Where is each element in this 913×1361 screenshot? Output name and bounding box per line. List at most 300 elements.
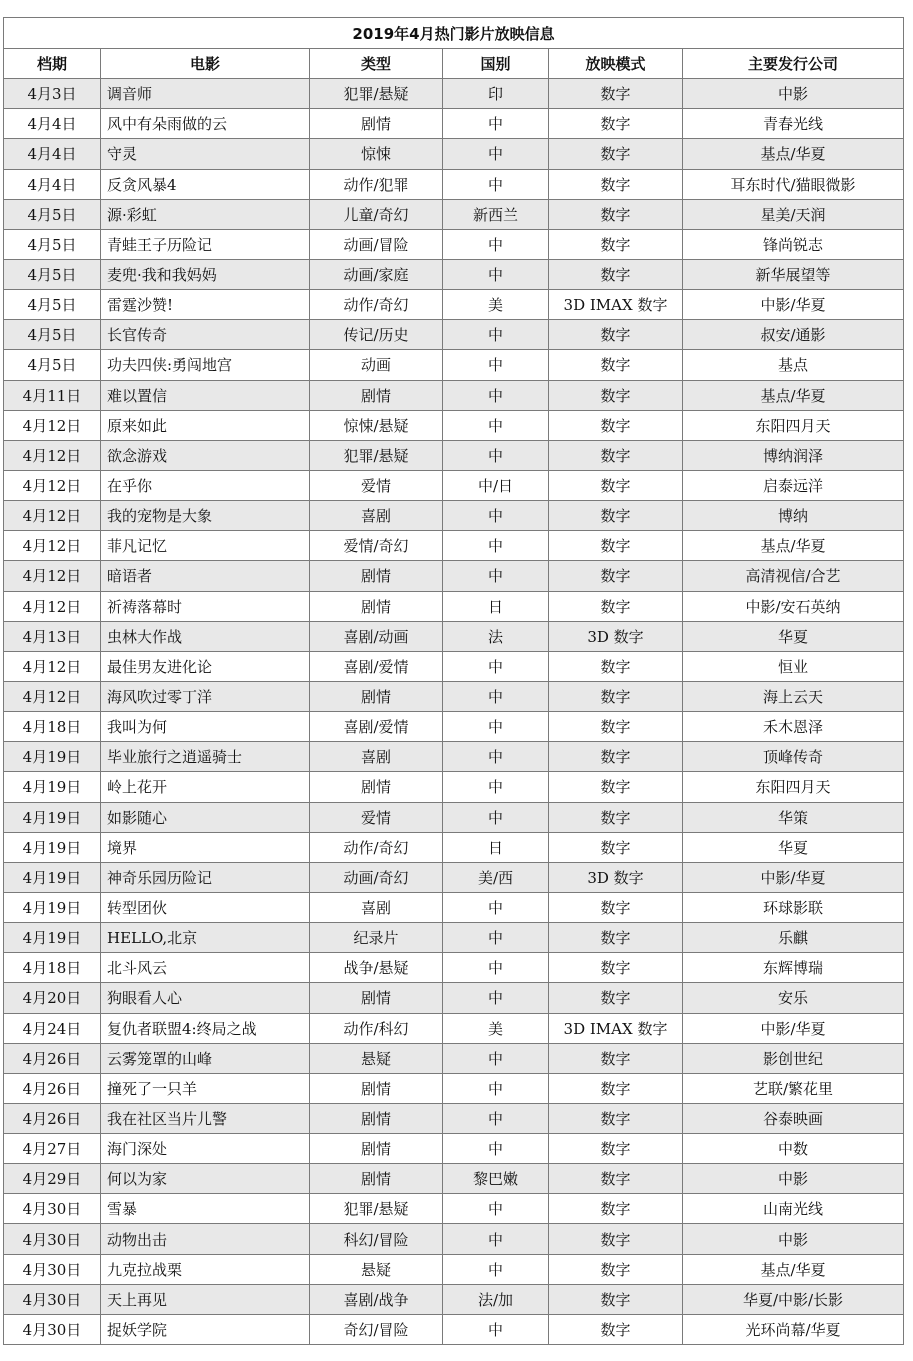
distributor-cell: 中影/华夏 <box>683 862 904 892</box>
genre-cell: 爱情/奇幻 <box>310 531 443 561</box>
genre-cell: 剧情 <box>310 1103 443 1133</box>
table-row <box>4 79 904 109</box>
distributor-cell: 青春光线 <box>683 109 904 139</box>
movie-cell: 菲凡记忆 <box>101 531 310 561</box>
movie-cell: 在乎你 <box>101 470 310 500</box>
distributor-cell: 光环尚幕/华夏 <box>683 1314 904 1344</box>
genre-cell: 喜剧/爱情 <box>310 712 443 742</box>
genre-cell: 剧情 <box>310 380 443 410</box>
movie-cell: 北斗风云 <box>101 953 310 983</box>
table-row <box>4 1224 904 1254</box>
country-cell: 日 <box>443 591 549 621</box>
country-cell: 中 <box>443 1103 549 1133</box>
table-body <box>4 79 904 1345</box>
movie-cell: 狗眼看人心 <box>101 983 310 1013</box>
movie-cell: 海风吹过零丁洋 <box>101 681 310 711</box>
format-cell: 数字 <box>549 1073 683 1103</box>
date-cell: 4月19日 <box>4 742 101 772</box>
date-cell: 4月29日 <box>4 1164 101 1194</box>
country-cell: 中 <box>443 410 549 440</box>
movie-cell: 风中有朵雨做的云 <box>101 109 310 139</box>
distributor-cell: 中影/华夏 <box>683 1013 904 1043</box>
distributor-cell: 东阳四月天 <box>683 410 904 440</box>
movie-cell: 撞死了一只羊 <box>101 1073 310 1103</box>
table-row <box>4 1134 904 1164</box>
country-cell: 中 <box>443 229 549 259</box>
genre-cell: 剧情 <box>310 1134 443 1164</box>
country-cell: 新西兰 <box>443 199 549 229</box>
movie-cell: 最佳男友进化论 <box>101 651 310 681</box>
movie-cell: HELLO,北京 <box>101 923 310 953</box>
country-cell: 中 <box>443 923 549 953</box>
screening-table <box>3 17 904 1345</box>
table-row <box>4 290 904 320</box>
column-header-movie: 电影 <box>101 49 310 79</box>
distributor-cell: 基点/华夏 <box>683 1254 904 1284</box>
movie-cell: 转型团伙 <box>101 892 310 922</box>
table-row <box>4 802 904 832</box>
genre-cell: 儿童/奇幻 <box>310 199 443 229</box>
table-row <box>4 109 904 139</box>
movie-cell: 反贪风暴4 <box>101 169 310 199</box>
movie-cell: 我在社区当片儿警 <box>101 1103 310 1133</box>
format-cell: 数字 <box>549 1194 683 1224</box>
distributor-cell: 中影/安石英纳 <box>683 591 904 621</box>
table-row <box>4 983 904 1013</box>
date-cell: 4月5日 <box>4 229 101 259</box>
distributor-cell: 华夏/中影/长影 <box>683 1284 904 1314</box>
date-cell: 4月18日 <box>4 953 101 983</box>
format-cell: 数字 <box>549 440 683 470</box>
format-cell: 数字 <box>549 681 683 711</box>
format-cell: 数字 <box>549 320 683 350</box>
table-row <box>4 561 904 591</box>
genre-cell: 喜剧 <box>310 892 443 922</box>
country-cell: 中 <box>443 561 549 591</box>
date-cell: 4月19日 <box>4 923 101 953</box>
table-row <box>4 139 904 169</box>
distributor-cell: 中影 <box>683 1164 904 1194</box>
country-cell: 中 <box>443 109 549 139</box>
format-cell: 数字 <box>549 350 683 380</box>
date-cell: 4月30日 <box>4 1254 101 1284</box>
table-row <box>4 832 904 862</box>
date-cell: 4月5日 <box>4 350 101 380</box>
genre-cell: 悬疑 <box>310 1043 443 1073</box>
country-cell: 日 <box>443 832 549 862</box>
country-cell: 中 <box>443 1224 549 1254</box>
movie-cell: 雷霆沙赞! <box>101 290 310 320</box>
country-cell: 中 <box>443 259 549 289</box>
format-cell: 数字 <box>549 531 683 561</box>
format-cell: 数字 <box>549 139 683 169</box>
date-cell: 4月19日 <box>4 772 101 802</box>
format-cell: 数字 <box>549 712 683 742</box>
distributor-cell: 中影 <box>683 79 904 109</box>
table-row <box>4 380 904 410</box>
table-row <box>4 712 904 742</box>
movie-cell: 神奇乐园历险记 <box>101 862 310 892</box>
table-row <box>4 440 904 470</box>
distributor-cell: 华策 <box>683 802 904 832</box>
movie-cell: 祈祷落幕时 <box>101 591 310 621</box>
distributor-cell: 基点/华夏 <box>683 139 904 169</box>
date-cell: 4月12日 <box>4 651 101 681</box>
table-title: 2019年4月热门影片放映信息 <box>4 18 904 49</box>
column-header-format: 放映模式 <box>549 49 683 79</box>
format-cell: 数字 <box>549 983 683 1013</box>
date-cell: 4月4日 <box>4 169 101 199</box>
movie-cell: 麦兜·我和我妈妈 <box>101 259 310 289</box>
format-cell: 数字 <box>549 1224 683 1254</box>
country-cell: 法/加 <box>443 1284 549 1314</box>
country-cell: 中 <box>443 892 549 922</box>
date-cell: 4月18日 <box>4 712 101 742</box>
movie-cell: 岭上花开 <box>101 772 310 802</box>
table-row <box>4 923 904 953</box>
distributor-cell: 星美/天润 <box>683 199 904 229</box>
country-cell: 中/日 <box>443 470 549 500</box>
date-cell: 4月5日 <box>4 199 101 229</box>
genre-cell: 悬疑 <box>310 1254 443 1284</box>
genre-cell: 剧情 <box>310 1073 443 1103</box>
column-header-date: 档期 <box>4 49 101 79</box>
date-cell: 4月12日 <box>4 501 101 531</box>
movie-cell: 动物出击 <box>101 1224 310 1254</box>
movie-cell: 守灵 <box>101 139 310 169</box>
date-cell: 4月4日 <box>4 109 101 139</box>
table-row <box>4 772 904 802</box>
table-row <box>4 501 904 531</box>
table-row <box>4 320 904 350</box>
movie-cell: 欲念游戏 <box>101 440 310 470</box>
country-cell: 中 <box>443 1194 549 1224</box>
date-cell: 4月19日 <box>4 832 101 862</box>
date-cell: 4月12日 <box>4 531 101 561</box>
movie-cell: 虫林大作战 <box>101 621 310 651</box>
country-cell: 美 <box>443 290 549 320</box>
genre-cell: 科幻/冒险 <box>310 1224 443 1254</box>
genre-cell: 喜剧 <box>310 742 443 772</box>
country-cell: 黎巴嫩 <box>443 1164 549 1194</box>
movie-cell: 何以为家 <box>101 1164 310 1194</box>
genre-cell: 动作/奇幻 <box>310 290 443 320</box>
format-cell: 3D 数字 <box>549 621 683 651</box>
country-cell: 美 <box>443 1013 549 1043</box>
date-cell: 4月11日 <box>4 380 101 410</box>
table-row <box>4 742 904 772</box>
date-cell: 4月26日 <box>4 1103 101 1133</box>
format-cell: 数字 <box>549 1254 683 1284</box>
distributor-cell: 叔安/通影 <box>683 320 904 350</box>
country-cell: 中 <box>443 1043 549 1073</box>
country-cell: 中 <box>443 320 549 350</box>
format-cell: 数字 <box>549 1043 683 1073</box>
table-row <box>4 892 904 922</box>
title-row <box>4 18 904 49</box>
country-cell: 法 <box>443 621 549 651</box>
format-cell: 3D IMAX 数字 <box>549 290 683 320</box>
genre-cell: 喜剧 <box>310 501 443 531</box>
movie-cell: 毕业旅行之逍遥骑士 <box>101 742 310 772</box>
country-cell: 中 <box>443 802 549 832</box>
table-row <box>4 531 904 561</box>
format-cell: 数字 <box>549 1284 683 1314</box>
distributor-cell: 华夏 <box>683 832 904 862</box>
genre-cell: 剧情 <box>310 983 443 1013</box>
date-cell: 4月12日 <box>4 440 101 470</box>
distributor-cell: 环球影联 <box>683 892 904 922</box>
date-cell: 4月19日 <box>4 892 101 922</box>
table-row <box>4 199 904 229</box>
genre-cell: 动画 <box>310 350 443 380</box>
table-row <box>4 1314 904 1344</box>
genre-cell: 动画/家庭 <box>310 259 443 289</box>
movie-cell: 源·彩虹 <box>101 199 310 229</box>
format-cell: 数字 <box>549 79 683 109</box>
genre-cell: 惊悚 <box>310 139 443 169</box>
movie-cell: 如影随心 <box>101 802 310 832</box>
table-row <box>4 1254 904 1284</box>
table-row <box>4 591 904 621</box>
distributor-cell: 顶峰传奇 <box>683 742 904 772</box>
date-cell: 4月30日 <box>4 1314 101 1344</box>
country-cell: 中 <box>443 772 549 802</box>
country-cell: 中 <box>443 953 549 983</box>
genre-cell: 战争/悬疑 <box>310 953 443 983</box>
country-cell: 中 <box>443 380 549 410</box>
distributor-cell: 恒业 <box>683 651 904 681</box>
distributor-cell: 高清视信/合艺 <box>683 561 904 591</box>
country-cell: 中 <box>443 983 549 1013</box>
distributor-cell: 中影 <box>683 1224 904 1254</box>
format-cell: 数字 <box>549 199 683 229</box>
format-cell: 数字 <box>549 742 683 772</box>
table-row <box>4 1043 904 1073</box>
distributor-cell: 华夏 <box>683 621 904 651</box>
distributor-cell: 启泰远洋 <box>683 470 904 500</box>
format-cell: 数字 <box>549 470 683 500</box>
date-cell: 4月19日 <box>4 802 101 832</box>
country-cell: 中 <box>443 501 549 531</box>
distributor-cell: 新华展望等 <box>683 259 904 289</box>
movie-cell: 海门深处 <box>101 1134 310 1164</box>
distributor-cell: 山南光线 <box>683 1194 904 1224</box>
column-header-genre: 类型 <box>310 49 443 79</box>
country-cell: 印 <box>443 79 549 109</box>
distributor-cell: 锋尚锐志 <box>683 229 904 259</box>
date-cell: 4月24日 <box>4 1013 101 1043</box>
genre-cell: 犯罪/悬疑 <box>310 440 443 470</box>
genre-cell: 犯罪/悬疑 <box>310 1194 443 1224</box>
movie-cell: 原来如此 <box>101 410 310 440</box>
genre-cell: 动作/奇幻 <box>310 832 443 862</box>
movie-cell: 难以置信 <box>101 380 310 410</box>
format-cell: 数字 <box>549 923 683 953</box>
genre-cell: 奇幻/冒险 <box>310 1314 443 1344</box>
format-cell: 数字 <box>549 501 683 531</box>
movie-cell: 青蛙王子历险记 <box>101 229 310 259</box>
date-cell: 4月19日 <box>4 862 101 892</box>
movie-cell: 雪暴 <box>101 1194 310 1224</box>
table-row <box>4 229 904 259</box>
distributor-cell: 基点/华夏 <box>683 380 904 410</box>
date-cell: 4月12日 <box>4 681 101 711</box>
distributor-cell: 海上云天 <box>683 681 904 711</box>
table-row <box>4 651 904 681</box>
format-cell: 数字 <box>549 832 683 862</box>
date-cell: 4月12日 <box>4 591 101 621</box>
country-cell: 中 <box>443 1134 549 1164</box>
genre-cell: 剧情 <box>310 1164 443 1194</box>
distributor-cell: 基点/华夏 <box>683 531 904 561</box>
format-cell: 数字 <box>549 772 683 802</box>
format-cell: 3D 数字 <box>549 862 683 892</box>
table-row <box>4 350 904 380</box>
date-cell: 4月5日 <box>4 290 101 320</box>
genre-cell: 剧情 <box>310 561 443 591</box>
format-cell: 数字 <box>549 953 683 983</box>
distributor-cell: 博纳润泽 <box>683 440 904 470</box>
distributor-cell: 艺联/繁花里 <box>683 1073 904 1103</box>
distributor-cell: 基点 <box>683 350 904 380</box>
distributor-cell: 禾木恩泽 <box>683 712 904 742</box>
distributor-cell: 耳东时代/猫眼微影 <box>683 169 904 199</box>
movie-cell: 九克拉战栗 <box>101 1254 310 1284</box>
table-row <box>4 1194 904 1224</box>
format-cell: 数字 <box>549 1164 683 1194</box>
date-cell: 4月30日 <box>4 1224 101 1254</box>
column-header-distributor: 主要发行公司 <box>683 49 904 79</box>
format-cell: 数字 <box>549 109 683 139</box>
genre-cell: 纪录片 <box>310 923 443 953</box>
format-cell: 数字 <box>549 169 683 199</box>
table-row <box>4 681 904 711</box>
country-cell: 中 <box>443 350 549 380</box>
country-cell: 中 <box>443 1254 549 1284</box>
distributor-cell: 影创世纪 <box>683 1043 904 1073</box>
table-row <box>4 862 904 892</box>
genre-cell: 惊悚/悬疑 <box>310 410 443 440</box>
movie-cell: 长官传奇 <box>101 320 310 350</box>
movie-cell: 我叫为何 <box>101 712 310 742</box>
column-header-country: 国别 <box>443 49 549 79</box>
format-cell: 数字 <box>549 591 683 621</box>
distributor-cell: 谷泰映画 <box>683 1103 904 1133</box>
table-row <box>4 470 904 500</box>
date-cell: 4月5日 <box>4 259 101 289</box>
format-cell: 数字 <box>549 1314 683 1344</box>
date-cell: 4月3日 <box>4 79 101 109</box>
table-row <box>4 1073 904 1103</box>
table-row <box>4 1013 904 1043</box>
genre-cell: 爱情 <box>310 470 443 500</box>
genre-cell: 喜剧/动画 <box>310 621 443 651</box>
movie-cell: 调音师 <box>101 79 310 109</box>
table-row <box>4 1284 904 1314</box>
distributor-cell: 乐麒 <box>683 923 904 953</box>
genre-cell: 爱情 <box>310 802 443 832</box>
genre-cell: 传记/历史 <box>310 320 443 350</box>
distributor-cell: 博纳 <box>683 501 904 531</box>
header-row <box>4 49 904 79</box>
country-cell: 美/西 <box>443 862 549 892</box>
country-cell: 中 <box>443 531 549 561</box>
date-cell: 4月30日 <box>4 1194 101 1224</box>
format-cell: 数字 <box>549 410 683 440</box>
country-cell: 中 <box>443 139 549 169</box>
genre-cell: 动画/冒险 <box>310 229 443 259</box>
date-cell: 4月5日 <box>4 320 101 350</box>
date-cell: 4月13日 <box>4 621 101 651</box>
format-cell: 3D IMAX 数字 <box>549 1013 683 1043</box>
table-row <box>4 410 904 440</box>
distributor-cell: 中数 <box>683 1134 904 1164</box>
format-cell: 数字 <box>549 380 683 410</box>
country-cell: 中 <box>443 742 549 772</box>
table-row <box>4 259 904 289</box>
country-cell: 中 <box>443 169 549 199</box>
date-cell: 4月12日 <box>4 470 101 500</box>
genre-cell: 动画/奇幻 <box>310 862 443 892</box>
distributor-cell: 东辉博瑞 <box>683 953 904 983</box>
genre-cell: 动作/科幻 <box>310 1013 443 1043</box>
table-row <box>4 953 904 983</box>
country-cell: 中 <box>443 712 549 742</box>
country-cell: 中 <box>443 681 549 711</box>
table-row <box>4 621 904 651</box>
genre-cell: 剧情 <box>310 109 443 139</box>
table-row <box>4 1103 904 1133</box>
date-cell: 4月20日 <box>4 983 101 1013</box>
genre-cell: 剧情 <box>310 772 443 802</box>
movie-cell: 捉妖学院 <box>101 1314 310 1344</box>
format-cell: 数字 <box>549 802 683 832</box>
date-cell: 4月12日 <box>4 410 101 440</box>
movie-cell: 境界 <box>101 832 310 862</box>
format-cell: 数字 <box>549 561 683 591</box>
distributor-cell: 安乐 <box>683 983 904 1013</box>
date-cell: 4月12日 <box>4 561 101 591</box>
date-cell: 4月4日 <box>4 139 101 169</box>
movie-cell: 云雾笼罩的山峰 <box>101 1043 310 1073</box>
table-row <box>4 169 904 199</box>
distributor-cell: 中影/华夏 <box>683 290 904 320</box>
genre-cell: 喜剧/战争 <box>310 1284 443 1314</box>
genre-cell: 剧情 <box>310 681 443 711</box>
date-cell: 4月26日 <box>4 1073 101 1103</box>
format-cell: 数字 <box>549 1103 683 1133</box>
format-cell: 数字 <box>549 892 683 922</box>
genre-cell: 剧情 <box>310 591 443 621</box>
genre-cell: 犯罪/悬疑 <box>310 79 443 109</box>
country-cell: 中 <box>443 1073 549 1103</box>
format-cell: 数字 <box>549 651 683 681</box>
date-cell: 4月26日 <box>4 1043 101 1073</box>
movie-cell: 天上再见 <box>101 1284 310 1314</box>
table-row <box>4 1164 904 1194</box>
country-cell: 中 <box>443 1314 549 1344</box>
distributor-cell: 东阳四月天 <box>683 772 904 802</box>
movie-cell: 复仇者联盟4:终局之战 <box>101 1013 310 1043</box>
format-cell: 数字 <box>549 259 683 289</box>
genre-cell: 动作/犯罪 <box>310 169 443 199</box>
country-cell: 中 <box>443 440 549 470</box>
genre-cell: 喜剧/爱情 <box>310 651 443 681</box>
movie-cell: 功夫四侠:勇闯地宫 <box>101 350 310 380</box>
movie-cell: 我的宠物是大象 <box>101 501 310 531</box>
movie-cell: 暗语者 <box>101 561 310 591</box>
